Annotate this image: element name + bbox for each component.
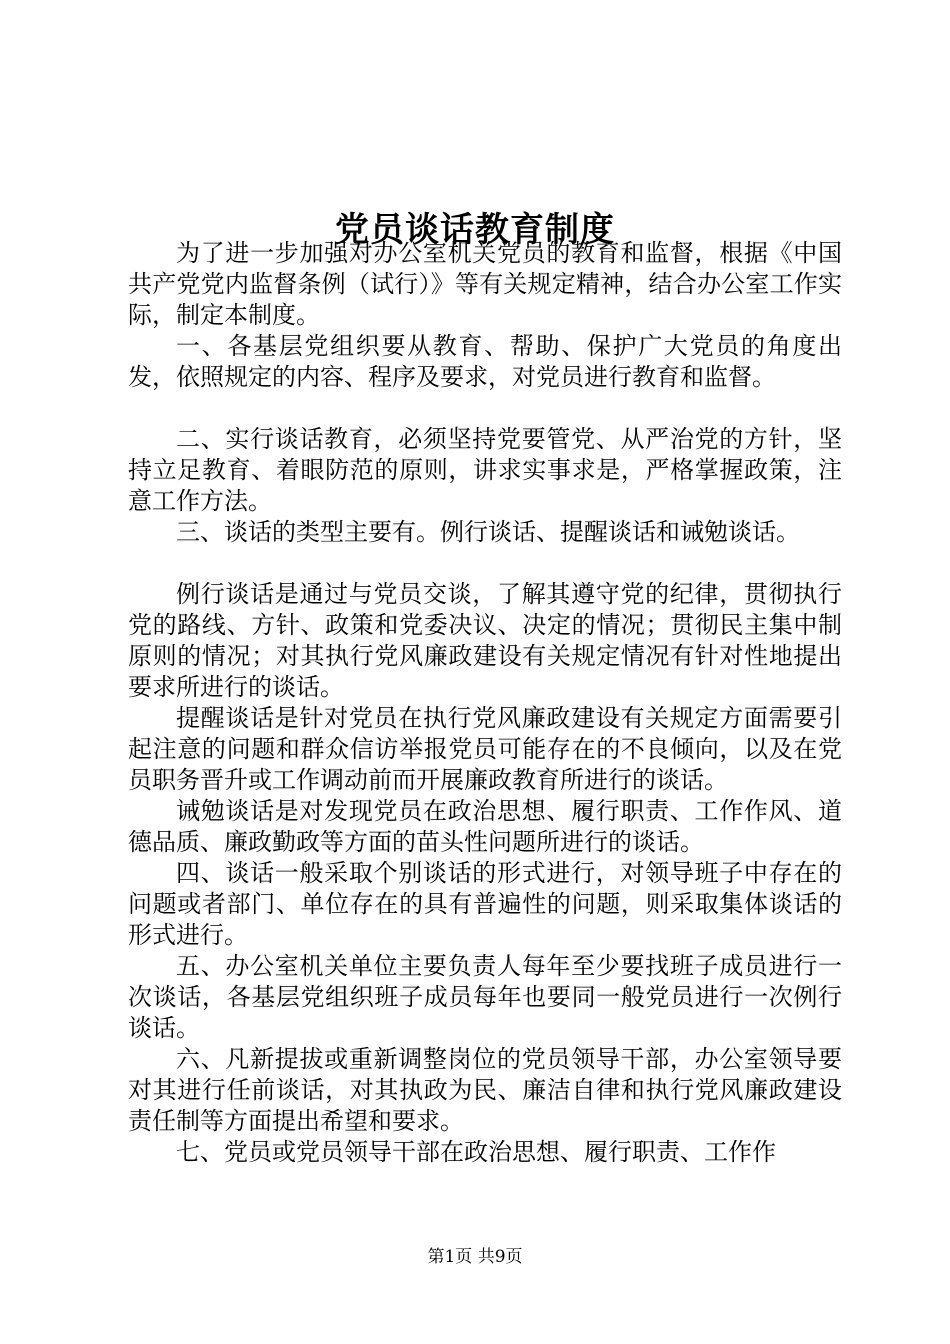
paragraph-item-4: 四、谈话一般采取个别谈话的形式进行，对领导班子中存在的问题或者部门、单位存在的具有普遍性的问题，则采取集体谈话的形式进行。	[128, 859, 842, 949]
paragraph-routine-talk: 例行谈话是通过与党员交谈，了解其遵守党的纪律，贯彻执行党的路线、方针、政策和党委决议、决定的情况；贯彻民主集中制原则的情况；对其执行党风廉政建设有关规定情况有针对性地提出要求所进行的谈话。	[128, 580, 842, 701]
paragraph-admonition-talk: 诫勉谈话是对发现党员在政治思想、履行职责、工作作风、道德品质、廉政勤政等方面的苗头性问题所进行的谈话。	[128, 797, 842, 856]
paragraph-item-2: 二、实行谈话教育，必须坚持党要管党、从严治党的方针，坚持立足教育、着眼防范的原则，讲求实事求是，严格掌握政策，注意工作方法。	[128, 425, 842, 515]
paragraph-item-6: 六、凡新提拔或重新调整岗位的党员领导干部，办公室领导要对其进行任前谈话，对其执政为民、廉洁自律和执行党风廉政建设责任制等方面提出希望和要求。	[128, 1045, 842, 1135]
paragraph-item-3: 三、谈话的类型主要有。例行谈话、提醒谈话和诫勉谈话。	[176, 518, 800, 546]
document-body	[128, 238, 842, 1168]
document-title: 党员谈话教育制度	[335, 209, 615, 250]
paragraph-intro: 为了进一步加强对办公室机关党员的教育和监督，根据《中国共产党党内监督条例（试行）》等有关规定精神，结合办公室工作实际，制定本制度。	[128, 239, 842, 329]
page-number: 第1页 共9页	[427, 1247, 523, 1267]
paragraph-item-5: 五、办公室机关单位主要负责人每年至少要找班子成员进行一次谈话，各基层党组织班子成员每年也要同一般党员进行一次例行谈话。	[128, 952, 842, 1042]
paragraph-item-1: 一、各基层党组织要从教育、帮助、保护广大党员的角度出发，依照规定的内容、程序及要求，对党员进行教育和监督。	[128, 332, 842, 391]
paragraph-item-7: 七、党员或党员领导干部在政治思想、履行职责、工作作	[176, 1138, 776, 1166]
paragraph-reminder-talk: 提醒谈话是针对党员在执行党风廉政建设有关规定方面需要引起注意的问题和群众信访举报党员可能存在的不良倾向，以及在党员职务晋升或工作调动前而开展廉政教育所进行的谈话。	[128, 704, 842, 794]
